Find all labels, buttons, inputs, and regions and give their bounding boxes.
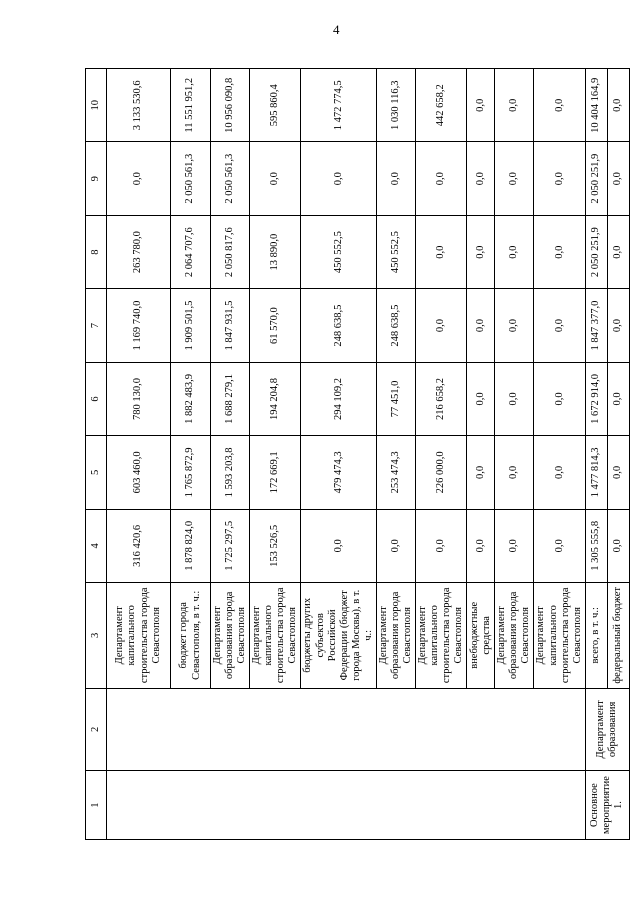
col-header: 4 (86, 509, 107, 582)
rotated-table-container (85, 68, 625, 840)
value-cell: 1 472 774,5 (301, 69, 376, 143)
value-cell: 216 658,2 (416, 362, 467, 435)
merged-cell (107, 771, 586, 840)
row-label: бюджеты других субъектов Российской Федерации (бюджет города Москвы), в т. ч.: (301, 583, 376, 689)
value-cell: 0,0 (534, 362, 585, 435)
value-cell: 1 593 203,8 (211, 436, 250, 509)
value-cell: 0,0 (607, 509, 629, 582)
col-header: 3 (86, 583, 107, 689)
value-cell: 0,0 (534, 509, 585, 582)
value-cell: 1 672 914,0 (585, 362, 607, 435)
value-cell: 0,0 (607, 69, 629, 143)
column-number-row (86, 69, 107, 840)
value-cell: 2 050 251,9 (585, 142, 607, 215)
value-cell: 248 638,5 (301, 289, 376, 362)
value-cell: 1 688 279,1 (211, 362, 250, 435)
value-cell: 0,0 (416, 142, 467, 215)
responsible-cell: Департамент образования (585, 688, 629, 771)
row-label: Департамент капитального строительства города Севастополя (416, 583, 467, 689)
value-cell: 0,0 (376, 509, 415, 582)
table-row (107, 69, 171, 840)
value-cell: 0,0 (495, 509, 534, 582)
col-header: 9 (86, 142, 107, 215)
value-cell: 0,0 (495, 362, 534, 435)
value-cell: 0,0 (250, 142, 301, 215)
col-header: 7 (86, 289, 107, 362)
value-cell: 0,0 (534, 142, 585, 215)
value-cell: 1 882 483,9 (171, 362, 211, 435)
value-cell: 0,0 (467, 436, 495, 509)
value-cell: 294 109,2 (301, 362, 376, 435)
value-cell: 1 847 377,0 (585, 289, 607, 362)
value-cell: 2 064 707,6 (171, 215, 211, 288)
value-cell: 0,0 (301, 142, 376, 215)
value-cell: 0,0 (534, 215, 585, 288)
value-cell: 194 204,8 (250, 362, 301, 435)
row-label: Департамент образования города Севастополя (211, 583, 250, 689)
value-cell: 1 909 501,5 (171, 289, 211, 362)
value-cell: 595 860,4 (250, 69, 301, 143)
value-cell: 780 130,0 (107, 362, 171, 435)
value-cell: 450 552,5 (376, 215, 415, 288)
value-cell: 1 847 931,5 (211, 289, 250, 362)
col-header: 2 (86, 688, 107, 771)
value-cell: 2 050 561,3 (211, 142, 250, 215)
value-cell: 0,0 (495, 289, 534, 362)
value-cell: 10 956 090,8 (211, 69, 250, 143)
event-name-cell: Основное мероприятие 1. (585, 771, 629, 840)
value-cell: 253 474,3 (376, 436, 415, 509)
value-cell: 0,0 (534, 436, 585, 509)
value-cell: 479 474,3 (301, 436, 376, 509)
value-cell: 0,0 (301, 509, 376, 582)
value-cell: 0,0 (107, 142, 171, 215)
page-number: 4 (333, 22, 340, 37)
col-header: 10 (86, 69, 107, 143)
value-cell: 0,0 (467, 69, 495, 143)
value-cell: 0,0 (467, 142, 495, 215)
row-label: Департамент образования города Севастополя (376, 583, 415, 689)
col-header: 8 (86, 215, 107, 288)
value-cell: 0,0 (495, 69, 534, 143)
value-cell: 450 552,5 (301, 215, 376, 288)
value-cell: 0,0 (607, 142, 629, 215)
value-cell: 1 030 116,3 (376, 69, 415, 143)
value-cell: 0,0 (534, 289, 585, 362)
value-cell: 226 000,0 (416, 436, 467, 509)
row-label: Департамент капитального строительства города Севастополя (534, 583, 585, 689)
value-cell: 1 169 740,0 (107, 289, 171, 362)
table-row (585, 69, 607, 840)
value-cell: 2 050 251,9 (585, 215, 607, 288)
value-cell: 61 570,0 (250, 289, 301, 362)
value-cell: 1 765 872,9 (171, 436, 211, 509)
value-cell: 0,0 (607, 215, 629, 288)
value-cell: 1 477 814,3 (585, 436, 607, 509)
value-cell: 0,0 (495, 436, 534, 509)
value-cell: 0,0 (467, 289, 495, 362)
value-cell: 2 050 817,6 (211, 215, 250, 288)
value-cell: 3 133 530,6 (107, 69, 171, 143)
value-cell: 1 305 555,8 (585, 509, 607, 582)
value-cell: 13 890,0 (250, 215, 301, 288)
row-label: федеральный бюджет (607, 583, 629, 689)
value-cell: 0,0 (467, 362, 495, 435)
value-cell: 0,0 (467, 215, 495, 288)
value-cell: 0,0 (607, 289, 629, 362)
value-cell: 0,0 (534, 69, 585, 143)
value-cell: 0,0 (495, 142, 534, 215)
value-cell: 0,0 (607, 436, 629, 509)
row-label: Департамент капитального строительства города Севастополя (250, 583, 301, 689)
value-cell: 0,0 (467, 509, 495, 582)
col-header: 5 (86, 436, 107, 509)
value-cell: 0,0 (376, 142, 415, 215)
value-cell: 172 669,1 (250, 436, 301, 509)
value-cell: 153 526,5 (250, 509, 301, 582)
row-label: Департамент капитального строительства города Севастополя (107, 583, 171, 689)
value-cell: 77 451,0 (376, 362, 415, 435)
row-label: внебюджетные средства (467, 583, 495, 689)
col-header: 1 (86, 771, 107, 840)
value-cell: 0,0 (607, 362, 629, 435)
row-label: Департамент образования города Севастополя (495, 583, 534, 689)
value-cell: 2 050 561,3 (171, 142, 211, 215)
value-cell: 316 420,6 (107, 509, 171, 582)
merged-cell (107, 688, 586, 771)
value-cell: 0,0 (416, 215, 467, 288)
value-cell: 0,0 (416, 509, 467, 582)
value-cell: 603 460,0 (107, 436, 171, 509)
value-cell: 248 638,5 (376, 289, 415, 362)
value-cell: 263 780,0 (107, 215, 171, 288)
value-cell: 0,0 (416, 289, 467, 362)
row-label: бюджет города Севастополя, в т. ч.: (171, 583, 211, 689)
value-cell: 1 878 824,0 (171, 509, 211, 582)
value-cell: 1 725 297,5 (211, 509, 250, 582)
value-cell: 442 658,2 (416, 69, 467, 143)
value-cell: 0,0 (495, 215, 534, 288)
budget-table (85, 68, 630, 840)
col-header: 6 (86, 362, 107, 435)
value-cell: 11 551 951,2 (171, 69, 211, 143)
value-cell: 10 404 164,9 (585, 69, 607, 143)
row-label: всего, в т. ч.: (585, 583, 607, 689)
